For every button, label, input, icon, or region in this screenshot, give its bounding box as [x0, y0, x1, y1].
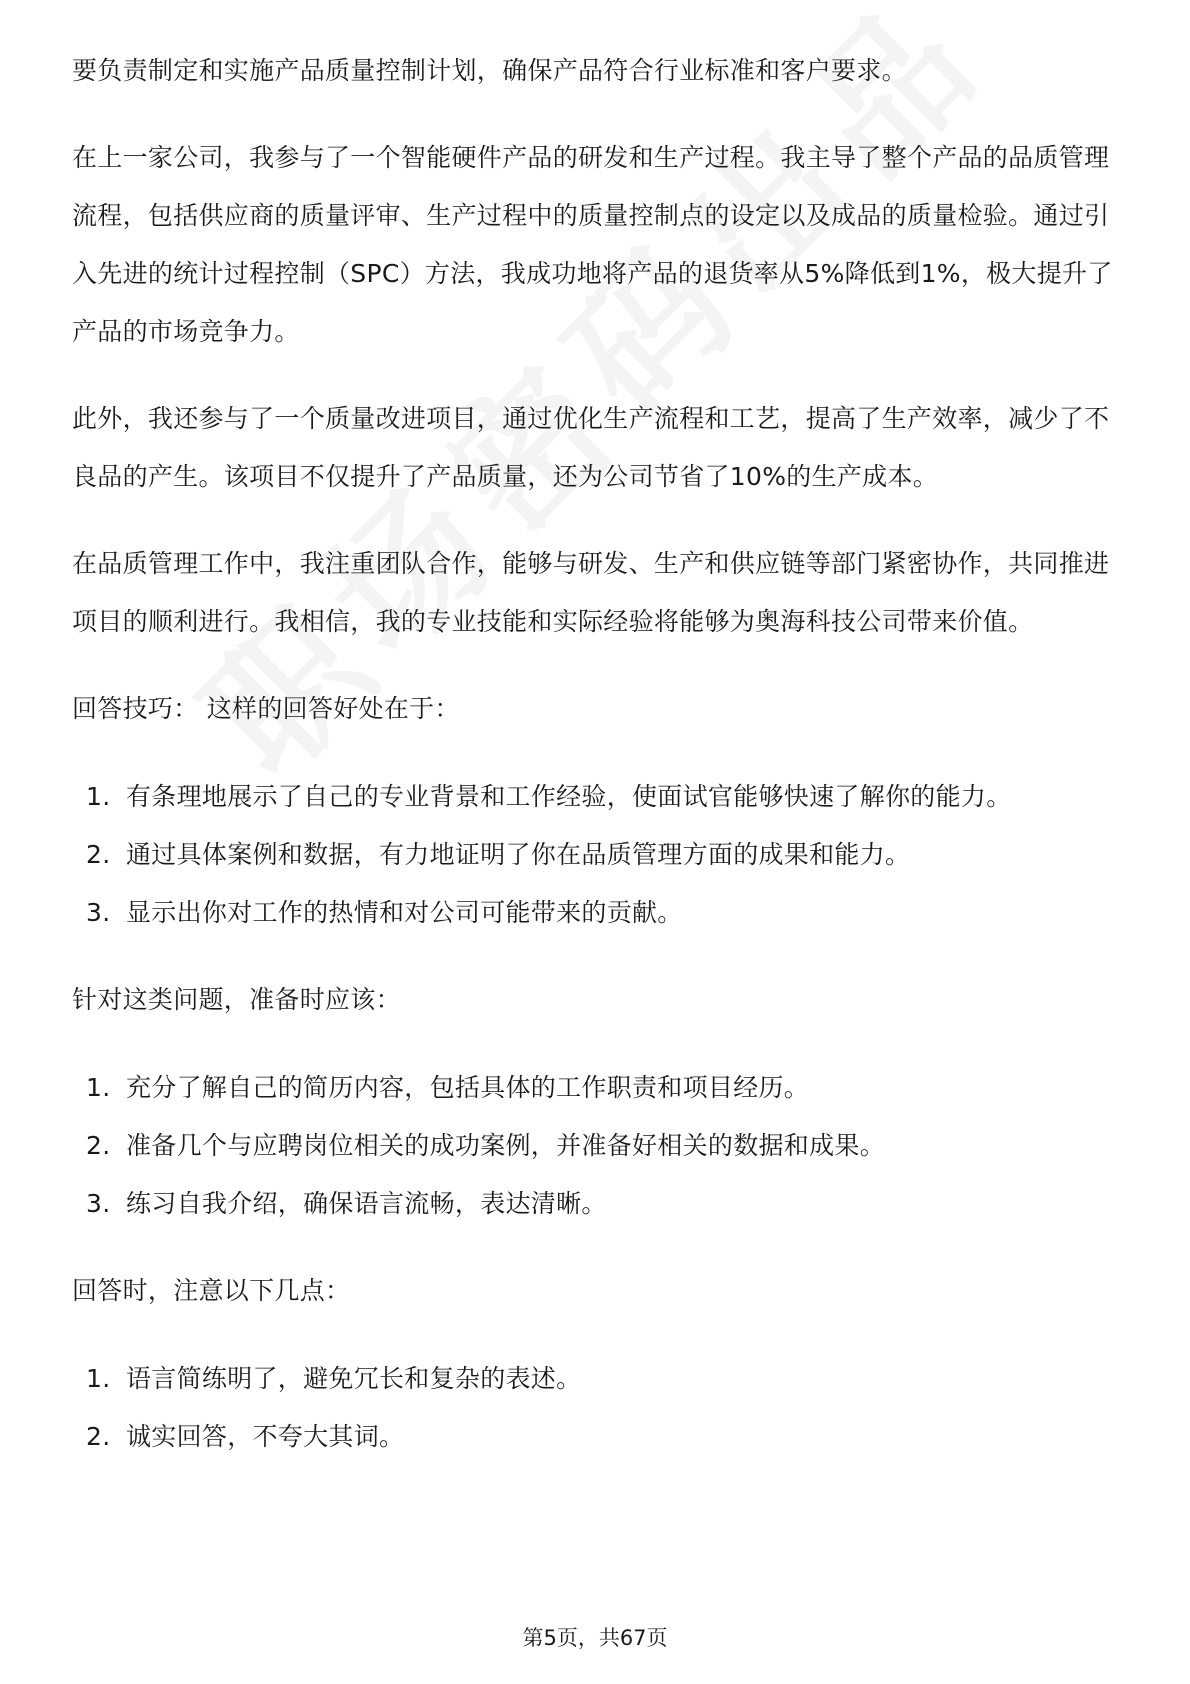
- paragraph-3: 此外，我还参与了一个质量改进项目，通过优化生产流程和工艺，提高了生产效率，减少了不良品的产生。该项目不仅提升了产品质量，还为公司节省了10%的生产成本。: [72, 404, 1110, 491]
- list-item-number: 2.: [86, 1422, 111, 1451]
- preparation-list: [72, 1059, 1122, 1233]
- section-heading-answer-notes: 回答时，注意以下几点：: [72, 1276, 351, 1305]
- list-item-text: 通过具体案例和数据，有力地证明了你在品质管理方面的成果和能力。: [126, 840, 911, 869]
- list-item: [72, 826, 1122, 884]
- list-item-number: 1.: [86, 1073, 111, 1102]
- list-item-text: 显示出你对工作的热情和对公司可能带来的贡献。: [126, 898, 683, 927]
- list-item-number: 3.: [86, 898, 111, 927]
- list-item: [72, 1408, 1122, 1466]
- list-item-text: 诚实回答，不夸大其词。: [126, 1422, 405, 1451]
- list-item-text: 有条理地展示了自己的专业背景和工作经验，使面试官能够快速了解你的能力。: [126, 782, 1012, 811]
- list-item-text: 语言简练明了，避免冗长和复杂的表述。: [126, 1364, 582, 1393]
- paragraph-1: 要负责制定和实施产品质量控制计划，确保产品符合行业标准和客户要求。: [72, 56, 907, 85]
- list-item: [72, 768, 1122, 826]
- answer-tips-list: [72, 768, 1122, 942]
- list-item-number: 1.: [86, 782, 111, 811]
- list-item: [72, 1059, 1122, 1117]
- section-heading-answer-tips: 回答技巧： 这样的回答好处在于：: [72, 694, 460, 723]
- list-item-text: 练习自我介绍，确保语言流畅，表达清晰。: [126, 1189, 607, 1218]
- list-item: [72, 884, 1122, 942]
- list-item-number: 1.: [86, 1364, 111, 1393]
- paragraph-4: 在品质管理工作中，我注重团队合作，能够与研发、生产和供应链等部门紧密协作，共同推进项目的顺利进行。我相信，我的专业技能和实际经验将能够为奥海科技公司带来价值。: [72, 549, 1110, 636]
- list-item: [72, 1175, 1122, 1233]
- list-item: [72, 1350, 1122, 1408]
- list-item-number: 3.: [86, 1189, 111, 1218]
- list-item-number: 2.: [86, 840, 111, 869]
- page-number-footer: 第5页，共67页: [522, 1626, 668, 1650]
- page-content: [72, 42, 1122, 1495]
- list-item-text: 充分了解自己的简历内容，包括具体的工作职责和项目经历。: [126, 1073, 810, 1102]
- list-item-number: 2.: [86, 1131, 111, 1160]
- section-heading-preparation: 针对这类问题，准备时应该：: [72, 985, 401, 1014]
- answer-notes-list: [72, 1350, 1122, 1466]
- list-item-text: 准备几个与应聘岗位相关的成功案例，并准备好相关的数据和成果。: [126, 1131, 886, 1160]
- list-item: [72, 1117, 1122, 1175]
- paragraph-2: 在上一家公司，我参与了一个智能硬件产品的研发和生产过程。我主导了整个产品的品质管理流程，包括供应商的质量评审、生产过程中的质量控制点的设定以及成品的质量检验。通过引入先进的统计过程控制（SPC）方法，我成功地将产品的退货率从5%降低到1%，极大提升了产品的市场竞争力。: [72, 143, 1113, 346]
